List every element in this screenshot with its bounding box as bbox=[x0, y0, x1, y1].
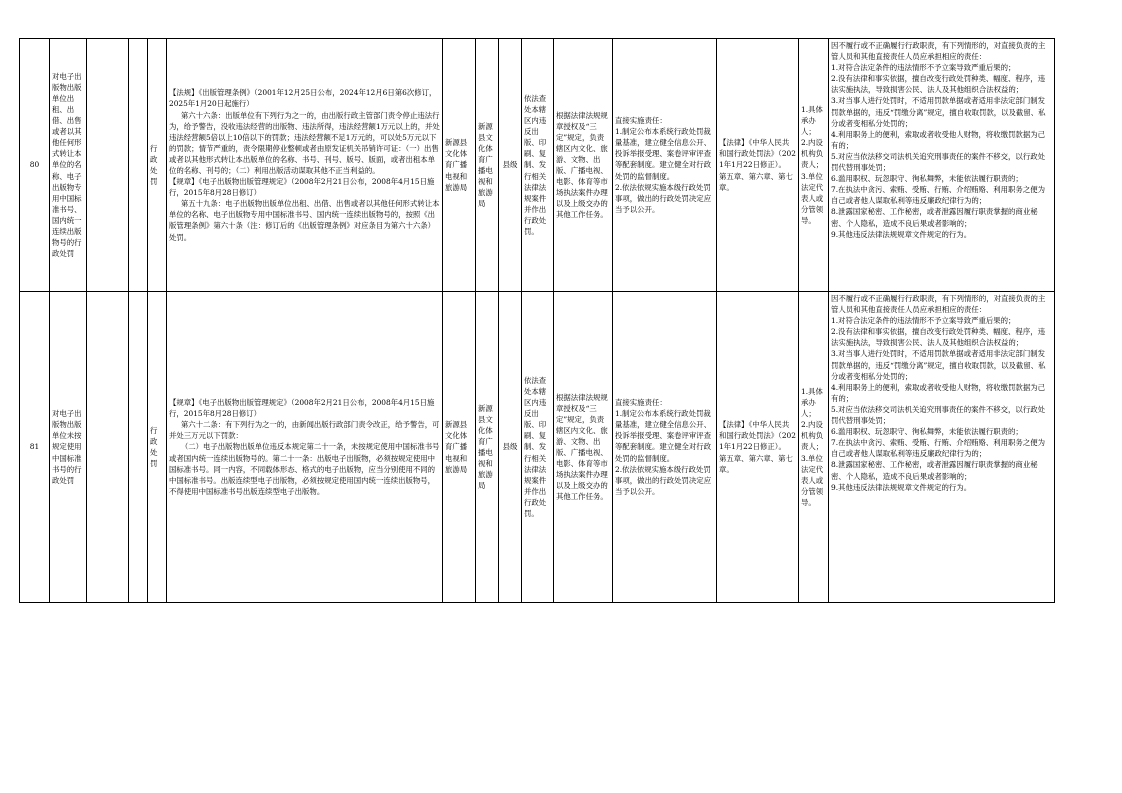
basis-heading: 【规章】《电子出版物出版管理规定》（2008年2月21日公布，2008年4月15日施行，2015年8月28日修订） bbox=[169, 398, 435, 419]
basis-article: 第六十二条：有下列行为之一的，由新闻出版行政部门责令改正，给予警告，可并处三万元以下罚款： bbox=[169, 420, 440, 441]
power-type: 行政处罚 bbox=[148, 292, 167, 603]
item-name: 对电子出版物出版单位未按规定使用中国标准书号的行政处罚 bbox=[50, 292, 87, 603]
law-basis: 【法律】《中华人民共和国行政处罚法》（2021年1月22日修正）。 第五章、第六章、第七章。 bbox=[717, 292, 799, 603]
table-row bbox=[20, 39, 1055, 292]
empty-cell bbox=[129, 39, 148, 292]
row-number: 81 bbox=[20, 292, 50, 603]
empty-cell bbox=[129, 292, 148, 603]
implementing-department: 新源县文化体育广播电视和旅游局 bbox=[443, 292, 476, 603]
legal-basis bbox=[167, 39, 443, 292]
implementing-department: 新源县文化体育广播电视和旅游局 bbox=[443, 39, 476, 292]
liability-clauses: 因不履行或不正确履行行政职责，有下列情形的，对直接负责的主管人员和其他直接责任人员应承担相应的责任： 1.对符合法定条件的违法情形不予立案导致严重后果的； 2.没有法律和事实依据，擅自改变行政处罚种类、幅度、程序，违法实施执法，导致损害公民、法人及其他组织合法权益的； 3.对当事人进行处罚时，不适用罚款单据或者适用非法定部门制发罚款单据的，违反“罚缴分离”规定，擅自收取罚款，以及截留、私分或者变相私分处罚的； 4.利用职务上的便利，索取或者收受他人财物，将收缴罚款据为己有的； 5.对应当依法移交司法机关追究刑事责任的案件不移交，以行政处罚代替刑事处罚； 6.滥用职权、玩忽职守、徇私舞弊，未能依法履行职责的； 7.在执法中贪污、索贿、受贿、行贿、介绍贿赂、利用职务之便为自己或者他人谋取私利等违反廉政纪律行为的； 8.泄露国家秘密、工作秘密，或者泄露因履行职责掌握的商业秘密、个人隐私，造成不良后果或者影响的； 9.其他违反法律法规规章文件规定的行为。 bbox=[829, 292, 1055, 603]
liability-clauses: 因不履行或不正确履行行政职责，有下列情形的，对直接负责的主管人员和其他直接责任人员应承担相应的责任： 1.对符合法定条件的违法情形不予立案导致严重后果的； 2.没有法律和事实依据，擅自改变行政处罚种类、幅度、程序，违法实施执法，导致损害公民、法人及其他组织合法权益的； 3.对当事人进行处罚时，不适用罚款单据或者适用非法定部门制发罚款单据的，违反“罚缴分离”规定，擅自收取罚款，以及截留、私分或者变相私分处罚的； 4.利用职务上的便利，索取或者收受他人财物，将收缴罚款据为己有的； 5.对应当依法移交司法机关追究刑事责任的案件不移交，以行政处罚代替刑事处罚； 6.滥用职权、玩忽职守、徇私舞弊，未能依法履行职责的； 7.在执法中贪污、索贿、受贿、行贿、介绍贿赂、利用职务之便为自己或者他人谋取私利等违反廉政纪律行为的； 8.泄露国家秘密、工作秘密，或者泄露因履行职责掌握的商业秘密、个人隐私，造成不良后果或者影响的； 9.其他违反法律法规规章文件规定的行为。 bbox=[829, 39, 1055, 292]
basis-heading: 【法规】《出版管理条例》（2001年12月25日公布，2024年12月6日第6次修订，2025年1月20日起施行） bbox=[169, 88, 437, 109]
basis-heading: 【规章】《电子出版物出版管理规定》（2008年2月21日公布，2008年4月15日施行，2015年8月28日修订） bbox=[169, 177, 435, 198]
row-number: 80 bbox=[20, 39, 50, 292]
empty-cell bbox=[87, 292, 129, 603]
legal-basis bbox=[167, 292, 443, 603]
item-name: 对电子出版物出版单位出租、出借、出售或者以其他任何形式转让本单位的名称、电子出版物专用中国标准书号、国内统一连续出版物号的行政处罚 bbox=[50, 39, 87, 292]
duty-description: 依法查处本辖区内违反出版、印刷、复制、发行相关法律法规案件并作出行政处罚。 bbox=[522, 292, 554, 603]
responsibility-method: 直接实施责任： 1.制定公布本系统行政处罚裁量基准，建立健全信息公开、投诉举报受理、案卷评审评查等配套制度。建立健全对行政处罚的监督制度。 2.依法依规实施本级行政处罚事项，做出的行政处罚决定应当予以公开。 bbox=[613, 39, 717, 292]
responsibility-method: 直接实施责任： 1.制定公布本系统行政处罚裁量基准，建立健全信息公开、投诉举报受理、案卷评审评查等配套制度。建立健全对行政处罚的监督制度。 2.依法依规实施本级行政处罚事项，做出的行政处罚决定应当予以公开。 bbox=[613, 292, 717, 603]
power-type: 行政处罚 bbox=[148, 39, 167, 292]
basis-article: 第五十九条：电子出版物出版单位出租、出借、出售或者以其他任何形式转让本单位的名称、电子出版物专用中国标准书号、国内统一连续出版物号的，按照《出版管理条例》第六十条（注：修订后的《出版管理条例》对应条目为第六十六条）处罚。 bbox=[169, 199, 440, 242]
law-basis: 【法律】《中华人民共和国行政处罚法》（2021年1月22日修正）。 第五章、第六章、第七章。 bbox=[717, 39, 799, 292]
exercise-level: 县级 bbox=[499, 39, 522, 292]
power-list-table bbox=[19, 38, 1055, 603]
duty-scope: 根据法律法规规章授权及“三定”规定，负责辖区内文化、旅游、文物、出版、广播电视、电影、体育等市场执法案件办理以及上级交办的其他工作任务。 bbox=[554, 292, 613, 603]
responsible-subject: 1.具体承办人； 2.内设机构负责人； 3.单位法定代表人或分管领导。 bbox=[799, 292, 829, 603]
responsible-subject: 1.具体承办人； 2.内设机构负责人； 3.单位法定代表人或分管领导。 bbox=[799, 39, 829, 292]
responsible-department: 新源县文化体育广播电视和旅游局 bbox=[476, 39, 499, 292]
duty-scope: 根据法律法规规章授权及“三定”规定，负责辖区内文化、旅游、文物、出版、广播电视、电影、体育等市场执法案件办理以及上级交办的其他工作任务。 bbox=[554, 39, 613, 292]
empty-cell bbox=[87, 39, 129, 292]
exercise-level: 县级 bbox=[499, 292, 522, 603]
duty-description: 依法查处本辖区内违反出版、印刷、复制、发行相关法律法规案件并作出行政处罚。 bbox=[522, 39, 554, 292]
basis-article: （二）电子出版物出版单位违反本规定第二十一条，未按规定使用中国标准书号或者国内统一连续出版物号的。第二十一条：出版电子出版物，必须按规定使用中国标准书号。同一内容，不同载体形态、格式的电子出版物，应当分别使用不同的中国标准书号。出版连续型电子出版物，必须按规定使用国内统一连续出版物号，不得使用中国标准书号出版连续型电子出版物。 bbox=[169, 442, 440, 496]
responsible-department: 新源县文化体育广播电视和旅游局 bbox=[476, 292, 499, 603]
basis-article: 第六十六条：出版单位有下列行为之一的，由出版行政主管部门责令停止违法行为，给予警告，没收违法经营的出版物、违法所得，违法经营额1万元以上的，并处违法经营额5倍以上10倍以下的罚款；违法经营额不足1万元的，可以处5万元以下的罚款；情节严重的，责令限期停业整顿或者由原发证机关吊销许可证：（一）出售或者以其他形式转让本出版单位的名称、书号、刊号、版号、版面，或者出租本单位的名称、刊号的；（二）利用出版活动谋取其他不正当利益的。 bbox=[169, 110, 440, 175]
table-row bbox=[20, 292, 1055, 603]
